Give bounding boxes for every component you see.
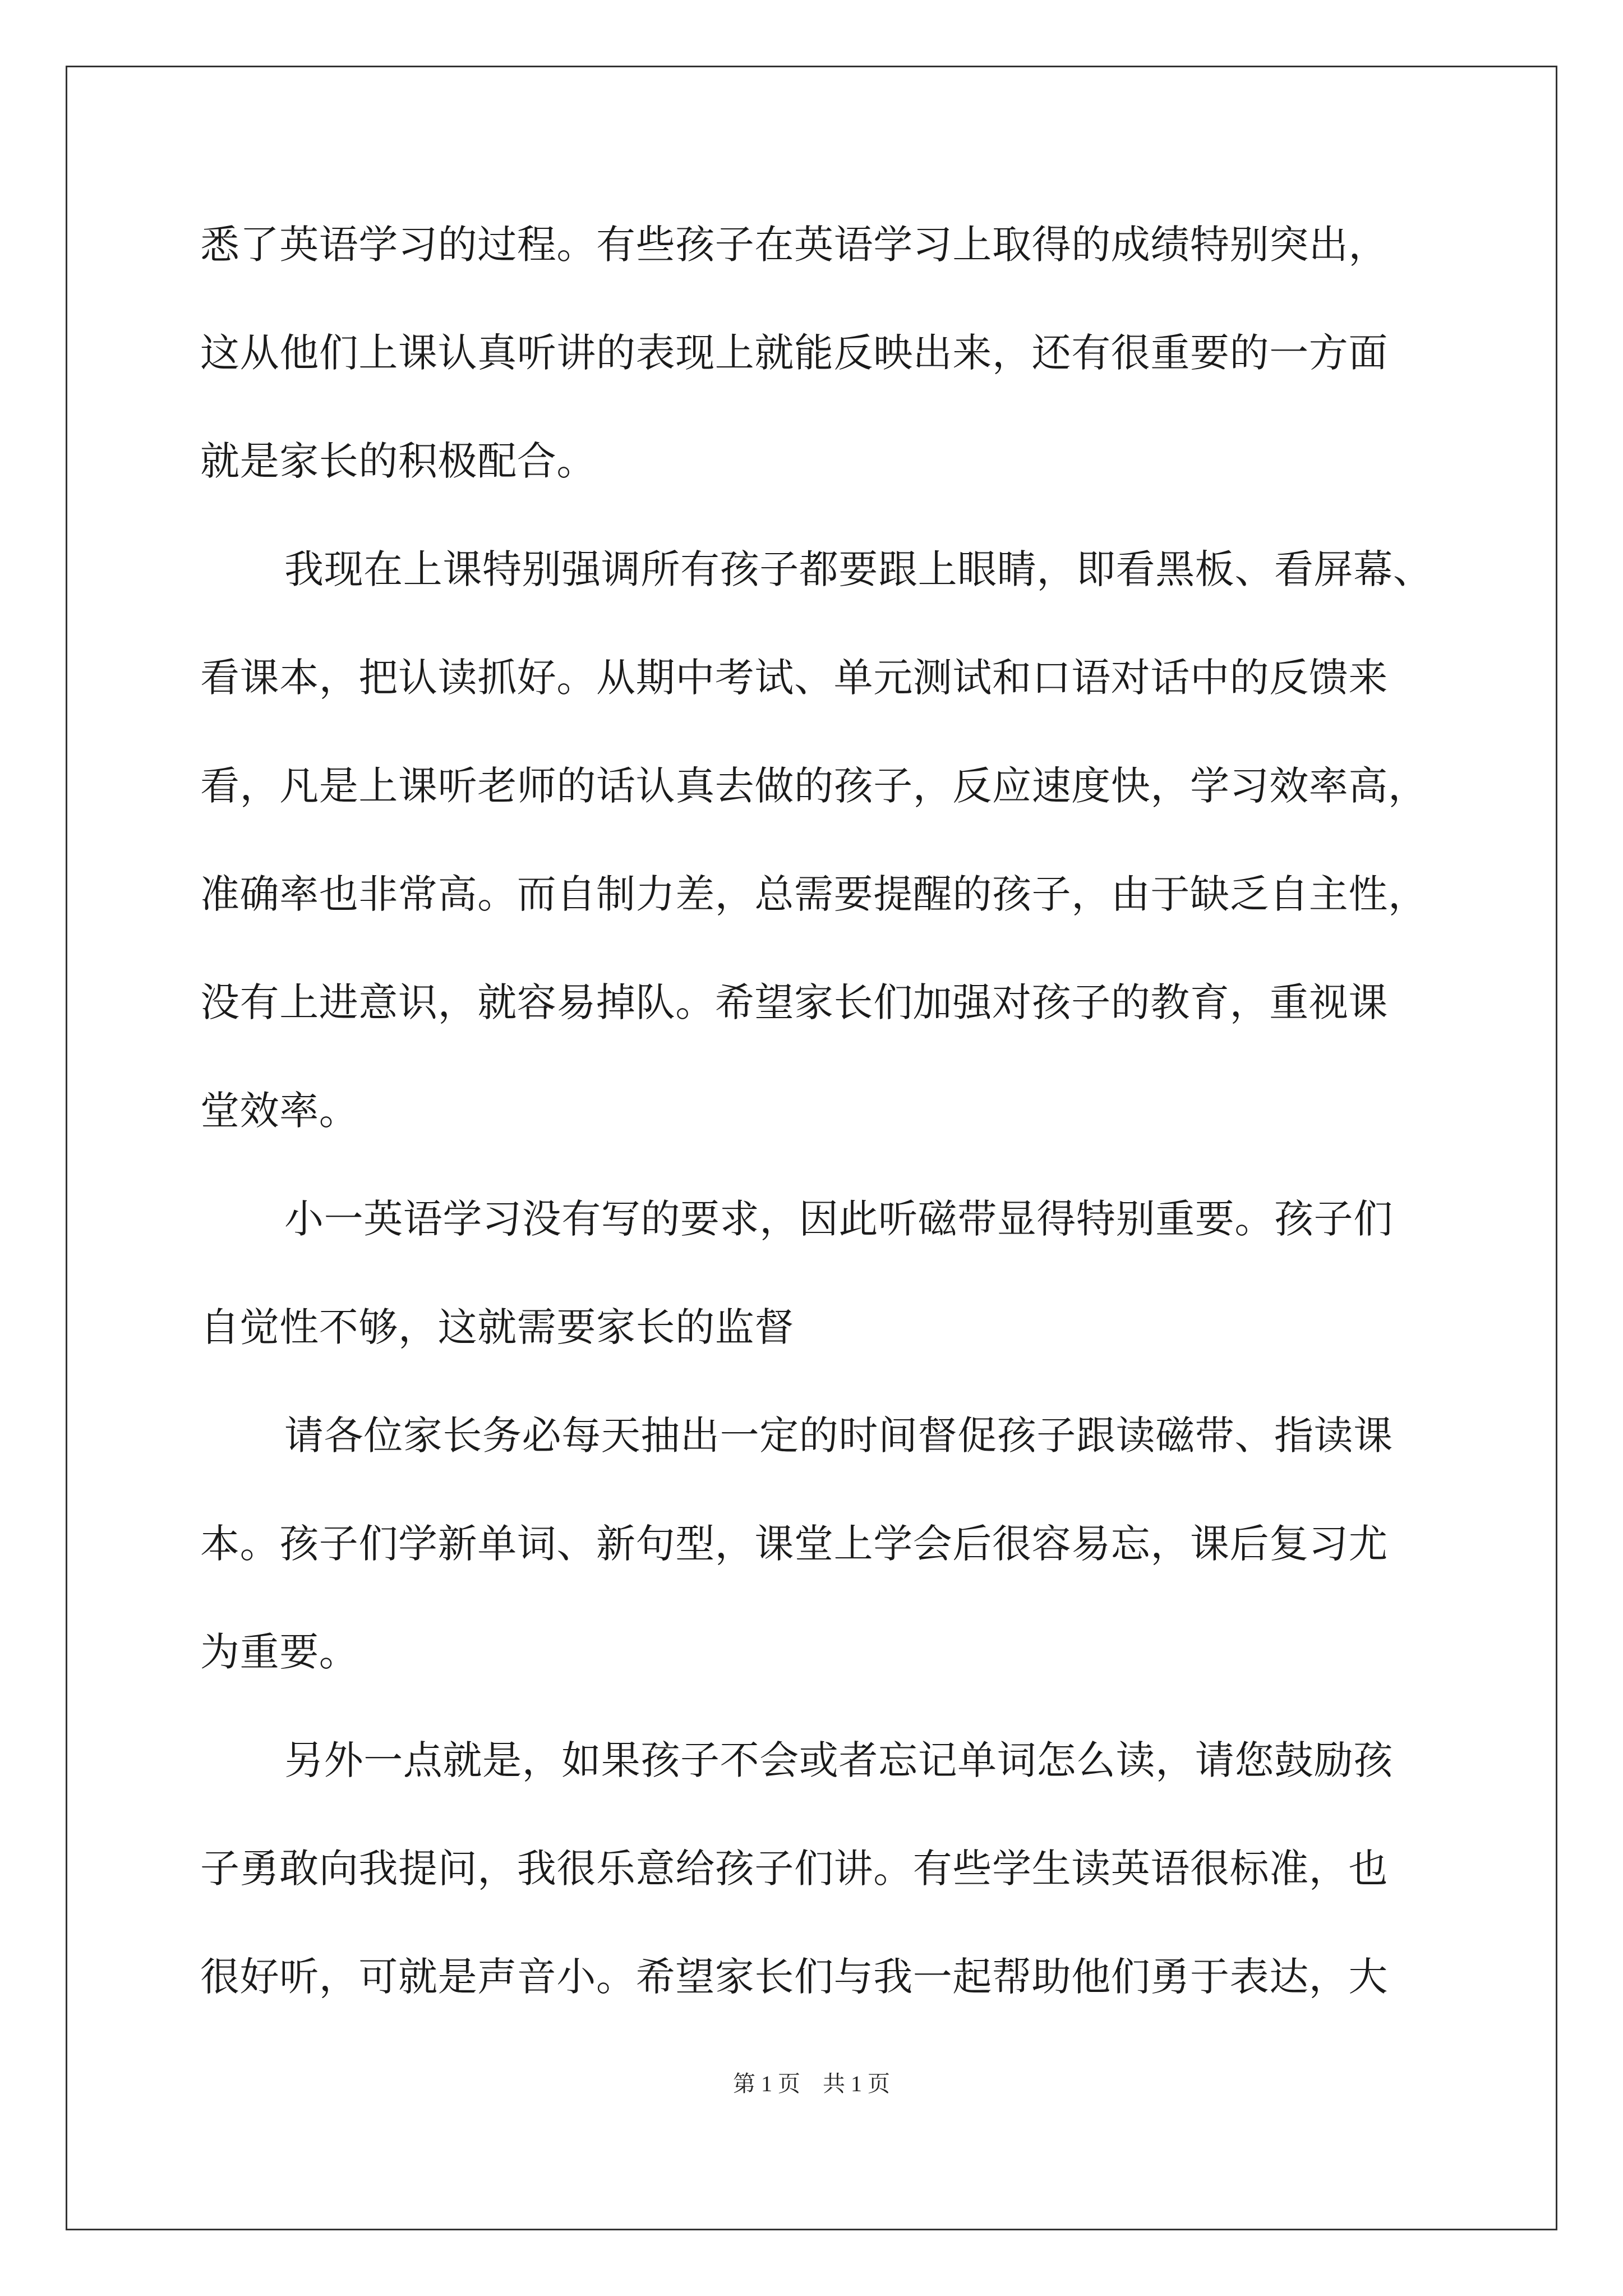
text-line: 就是家长的积极配合。 xyxy=(200,438,596,484)
text-line: 这从他们上课认真听讲的表现上就能反映出来，还有很重要的一方面 xyxy=(200,330,1388,376)
text-line: 为重要。 xyxy=(200,1629,359,1675)
text-line: 很好听，可就是声音小。希望家长们与我一起帮助他们勇于表达，大 xyxy=(200,1954,1388,2000)
text-line: 看课本，把认读抓好。从期中考试、单元测试和口语对话中的反馈来 xyxy=(200,655,1388,701)
paragraph-first-line: 我现在上课特别强调所有孩子都要跟上眼睛，即看黑板、看屏幕、 xyxy=(284,546,1433,592)
paragraph-first-line: 请各位家长务必每天抽出一定的时间督促孩子跟读磁带、指读课 xyxy=(284,1412,1393,1458)
paragraph-first-line: 另外一点就是，如果孩子不会或者忘记单词怎么读，请您鼓励孩 xyxy=(284,1737,1393,1783)
text-line: 看，凡是上课听老师的话认真去做的孩子，反应速度快，学习效率高， xyxy=(200,763,1428,809)
text-line: 没有上进意识，就容易掉队。希望家长们加强对孩子的教育，重视课 xyxy=(200,979,1388,1025)
text-line: 自觉性不够，这就需要家长的监督 xyxy=(200,1304,794,1350)
text-line: 准确率也非常高。而自制力差，总需要提醒的孩子，由于缺乏自主性， xyxy=(200,871,1428,917)
text-line: 悉了英语学习的过程。有些孩子在英语学习上取得的成绩特别突出， xyxy=(200,222,1388,268)
text-line: 子勇敢向我提问，我很乐意给孩子们讲。有些学生读英语很标准，也 xyxy=(200,1846,1388,1892)
text-line: 本。孩子们学新单词、新句型，课堂上学会后很容易忘，课后复习尤 xyxy=(200,1521,1388,1567)
text-line: 堂效率。 xyxy=(200,1088,359,1134)
page-number-footer: 第 1 页 共 1 页 xyxy=(733,2071,890,2096)
document-body xyxy=(200,191,1451,2031)
paragraph-first-line: 小一英语学习没有写的要求，因此听磁带显得特别重要。孩子们 xyxy=(284,1196,1393,1242)
